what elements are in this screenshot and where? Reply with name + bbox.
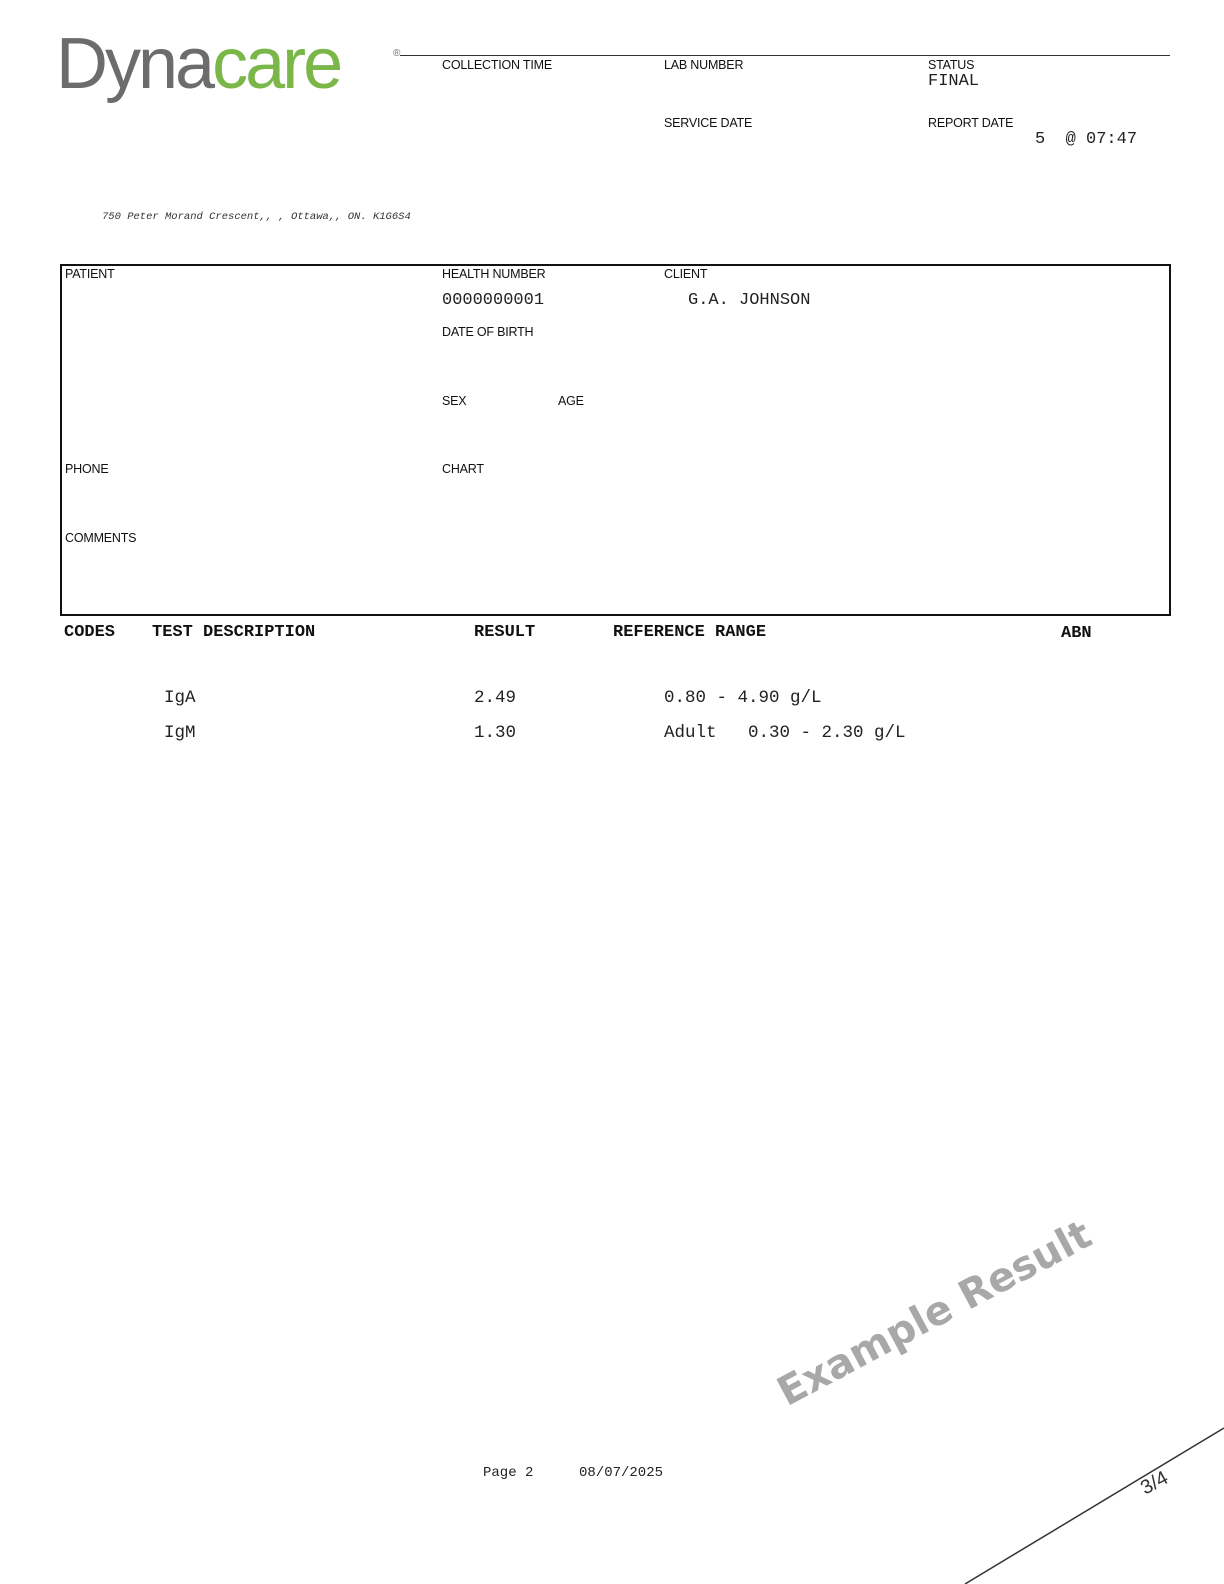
health-number-value: 0000000001 [442,291,545,310]
chart-label: CHART [442,462,484,476]
lab-address: 750 Peter Morand Crescent,, , Ottawa,, ON. K1G6S4 [102,211,411,223]
age-label: AGE [558,394,584,408]
status-value: FINAL [928,72,980,91]
example-result-watermark: Example Result [770,1211,1100,1416]
health-number-label: HEALTH NUMBER [442,267,546,281]
comments-label: COMMENTS [65,531,137,545]
col-abn: ABN [1061,624,1092,643]
result-row-test: IgA [164,688,196,708]
dob-label: DATE OF BIRTH [442,325,534,339]
col-codes: CODES [64,623,116,642]
service-date-label: SERVICE DATE [664,116,753,130]
sex-label: SEX [442,394,467,408]
report-date-value: 5 @ 07:47 [1035,130,1138,149]
result-row-test: IgM [164,723,196,743]
col-reference-range: REFERENCE RANGE [613,623,767,642]
col-test-description: TEST DESCRIPTION [152,623,316,642]
patient-label: PATIENT [65,267,115,281]
lab-number-label: LAB NUMBER [664,58,744,72]
phone-label: PHONE [65,462,109,476]
logo-text-green: care [212,24,341,104]
col-result: RESULT [474,623,536,642]
client-label: CLIENT [664,267,708,281]
collection-time-label: COLLECTION TIME [442,58,552,72]
page-counter: 3/4 [1137,1466,1172,1500]
registered-mark: ® [393,48,401,59]
client-value: G.A. JOHNSON [688,291,811,310]
logo-text-gray: Dyna [56,24,213,104]
page-number: Page 2 [483,1465,534,1481]
status-label: STATUS [928,58,975,72]
print-date: 08/07/2025 [579,1465,664,1481]
result-row-value: 1.30 [474,723,517,743]
result-row-reference: Adult 0.30 - 2.30 g/L [664,723,906,743]
report-date-label: REPORT DATE [928,116,1014,130]
result-row-value: 2.49 [474,688,517,708]
result-row-reference: 0.80 - 4.90 g/L [664,688,822,708]
